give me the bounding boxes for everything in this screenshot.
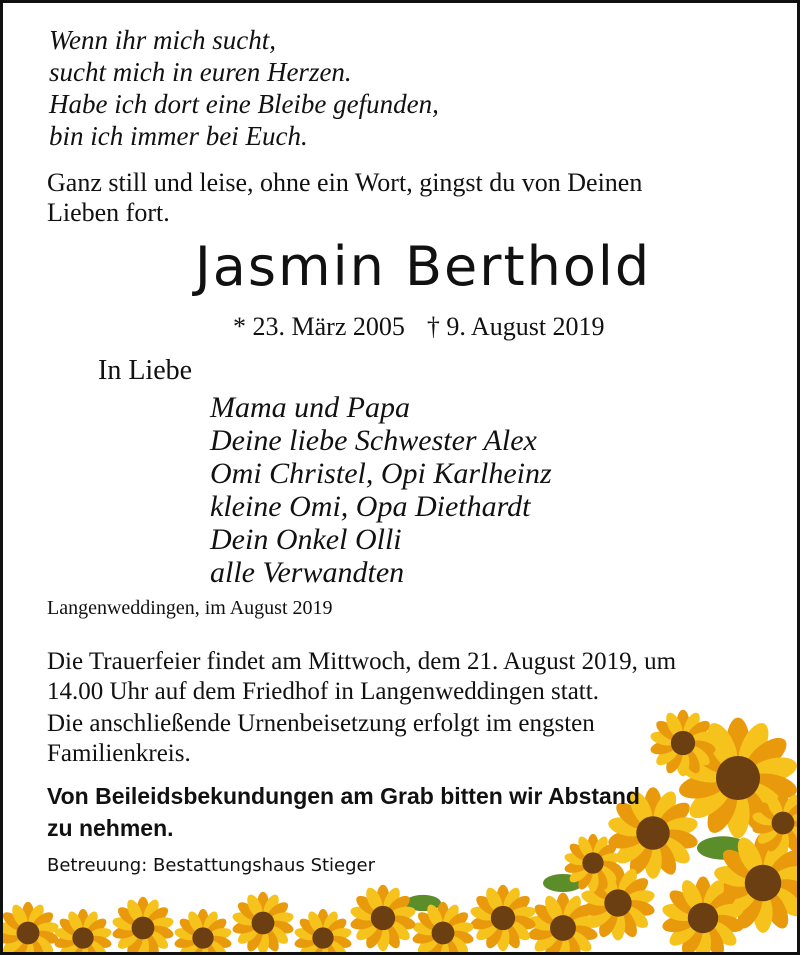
mourner-name: Omi Christel, Opi Karlheinz (210, 457, 552, 490)
poem-line: bin ich immer bei Euch. (49, 121, 308, 151)
sunflower-icon (111, 897, 175, 955)
service-line: Die anschließende Urnenbeisetzung erfolgt im engsten (47, 710, 595, 737)
service-line: Die Trauerfeier findet am Mittwoch, dem 21. August 2019, um (47, 648, 677, 675)
request-line: Von Beileidsbekundungen am Grab bitten wir Abstand (47, 783, 640, 809)
death-date: † 9. August 2019 (426, 312, 605, 341)
funeral-home-credit: Betreuung: Bestattungshaus Stieger (47, 855, 376, 876)
service-line: Familienkreis. (47, 740, 191, 767)
sunflower-icon (293, 909, 352, 955)
birth-date: * 23. März 2005 (233, 312, 405, 341)
poem-line: Wenn ihr mich sucht, (49, 25, 276, 55)
sunflower-icon (3, 902, 60, 955)
mourners-heading: In Liebe (98, 355, 193, 386)
poem-line: Habe ich dort eine Bleibe gefunden, (49, 89, 439, 119)
sunflower-icon (469, 885, 537, 952)
sunflower-icon (231, 892, 295, 954)
service-line: 14.00 Uhr auf dem Friedhof in Langenweddingen statt. (47, 678, 599, 705)
mourner-name: Deine liebe Schwester Alex (210, 424, 537, 457)
mourner-name: Mama und Papa (210, 391, 410, 424)
poem-line: sucht mich in euren Herzen. (49, 57, 352, 87)
sunflower-icon (53, 909, 112, 955)
mourner-name: alle Verwandten (210, 556, 405, 589)
sunflower-icon (349, 885, 417, 952)
intro-line: Lieben fort. (47, 198, 170, 227)
deceased-name: Jasmin Berthold (194, 235, 652, 298)
intro-line: Ganz still und leise, ohne ein Wort, gingst du von Deinen (47, 168, 643, 197)
mourner-name: kleine Omi, Opa Diethardt (210, 490, 531, 523)
sunflower-icon (173, 909, 232, 955)
place-date: Langenweddingen, im August 2019 (47, 597, 333, 619)
mourner-name: Dein Onkel Olli (210, 523, 402, 556)
request-line: zu nehmen. (47, 815, 174, 841)
